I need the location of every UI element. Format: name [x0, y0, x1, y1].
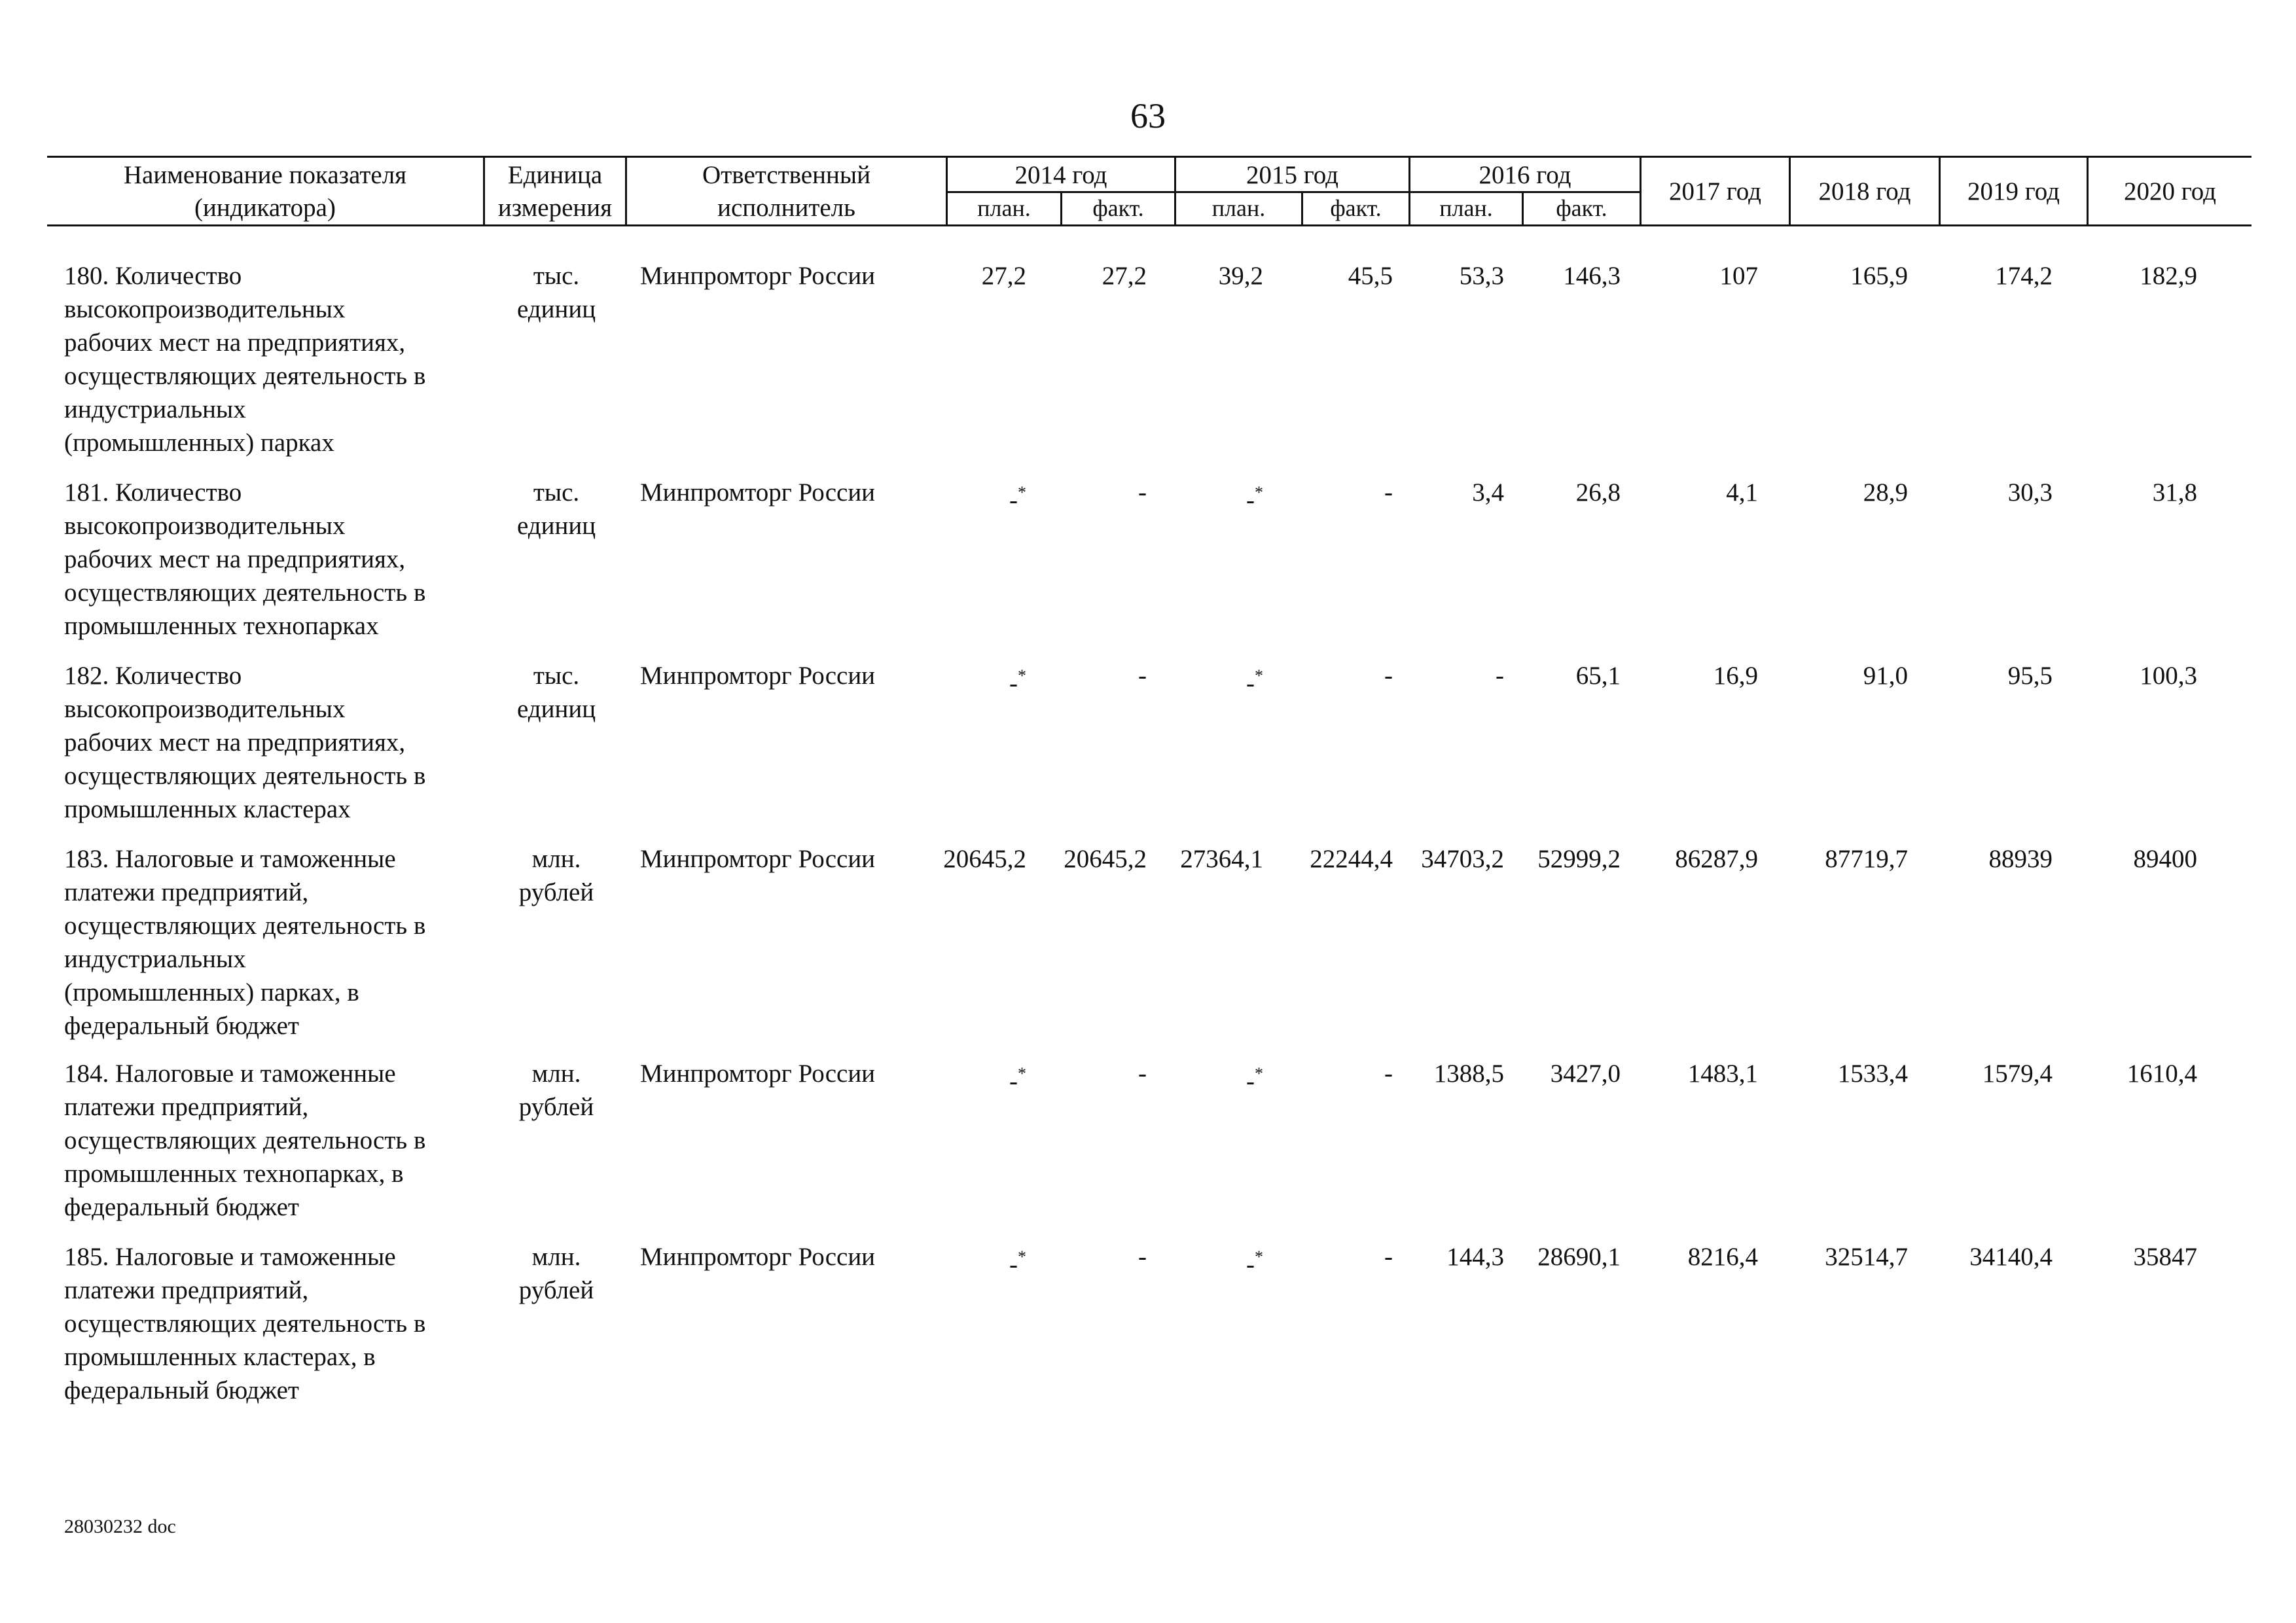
indicator-name-line: 181. Количество	[64, 478, 242, 507]
value-cell	[1688, 1240, 1758, 1274]
value-text: 45,5	[1348, 262, 1393, 290]
footnote-asterisk: *	[1018, 666, 1026, 685]
responsible-executor: Минпромторг России	[640, 845, 876, 873]
value-cell	[1688, 1057, 1758, 1090]
indicator-name-line: высокопроизводительных	[64, 295, 346, 323]
value-text: 28690,1	[1537, 1243, 1621, 1271]
value-cell	[1310, 842, 1393, 876]
value-text: 95,5	[2007, 662, 2053, 690]
value-text: 34703,2	[1421, 845, 1504, 873]
value-text: -	[1246, 1067, 1255, 1096]
value-text: -	[1138, 662, 1147, 690]
header-year-2017: 2017 год	[1669, 177, 1761, 205]
indicator-name-line: 185. Налоговые и таможенные	[64, 1243, 396, 1271]
value-text: 165,9	[1850, 262, 1908, 290]
header-top-rule	[47, 156, 2251, 158]
header-unit: Единица измерения	[497, 161, 613, 222]
indicator-name-line: федеральный бюджет	[64, 1193, 299, 1221]
header-2015-fact: факт.	[1330, 195, 1382, 221]
value-text: 89400	[2133, 845, 2197, 873]
indicator-name-line: осуществляющих деятельность в	[64, 912, 426, 940]
value-text: 34140,4	[1969, 1243, 2053, 1271]
header-2016-fact: факт.	[1556, 195, 1607, 221]
indicator-name-line: индустриальных	[64, 395, 246, 423]
value-text: 146,3	[1563, 262, 1621, 290]
value-cell	[1995, 259, 2053, 293]
indicator-name-line: высокопроизводительных	[64, 512, 346, 540]
value-cell	[2008, 659, 2053, 692]
value-cell	[2008, 476, 2053, 509]
responsible-executor: Минпромторг России	[640, 1243, 876, 1271]
value-text: 100,3	[2140, 662, 2197, 690]
header-indicator-name: Наименование показателя (индикатора)	[123, 161, 407, 222]
value-text: -	[1384, 1243, 1393, 1271]
value-cell	[1009, 659, 1026, 700]
value-cell	[1720, 259, 1759, 293]
value-cell	[1384, 659, 1393, 692]
document-footer-id: 28030232 doc	[64, 1516, 176, 1537]
value-cell	[1726, 476, 1758, 509]
indicator-name-line: осуществляющих деятельность в	[64, 1310, 426, 1338]
value-cell	[1537, 842, 1621, 876]
indicator-name-line: промышленных технопарках	[64, 612, 379, 640]
value-cell	[1009, 1240, 1026, 1281]
indicator-name-line: 184. Налоговые и таможенные	[64, 1060, 396, 1088]
header-2014-plan: план.	[977, 195, 1031, 221]
value-text: 174,2	[1995, 262, 2053, 290]
indicator-name	[64, 476, 496, 643]
value-text: 1579,4	[1982, 1060, 2053, 1088]
indicator-name-line: (промышленных) парках	[64, 429, 334, 457]
value-text: 27,2	[1102, 262, 1147, 290]
value-cell	[1180, 842, 1263, 876]
header-2016-plan: план.	[1439, 195, 1493, 221]
unit-line: тыс.	[533, 662, 580, 690]
page-number: 63	[1130, 96, 1166, 135]
unit-line: рублей	[518, 878, 594, 906]
value-cell	[2127, 1057, 2197, 1090]
value-cell	[2140, 659, 2197, 692]
value-text: 39,2	[1218, 262, 1263, 290]
value-text: 1533,4	[1837, 1060, 1908, 1088]
value-text: -	[1246, 486, 1255, 514]
value-cell	[1496, 659, 1504, 692]
indicator-name	[64, 259, 496, 459]
footnote-asterisk: *	[1255, 483, 1263, 502]
value-cell	[1434, 1057, 1504, 1090]
value-cell	[1825, 1240, 1908, 1274]
unit-line: единиц	[516, 295, 596, 323]
value-text: 107	[1719, 262, 1758, 290]
indicator-name-line: высокопроизводительных	[64, 695, 346, 723]
value-cell	[1219, 259, 1263, 293]
value-cell	[2153, 476, 2197, 509]
indicator-name-line: платежи предприятий,	[64, 1093, 309, 1121]
indicator-name-line: платежи предприятий,	[64, 1276, 309, 1304]
value-text: 22244,4	[1310, 845, 1393, 873]
value-cell	[1246, 1057, 1263, 1098]
value-cell	[1446, 1240, 1504, 1274]
value-cell	[1064, 842, 1147, 876]
value-text: 87719,7	[1825, 845, 1908, 873]
value-text: -	[1009, 486, 1018, 514]
value-text: 8216,4	[1687, 1243, 1758, 1271]
unit-line: единиц	[516, 695, 596, 723]
indicator-name	[64, 1057, 496, 1224]
responsible-executor: Минпромторг России	[640, 662, 876, 690]
value-text: 20645,2	[943, 845, 1026, 873]
header-year-2014: 2014 год	[1014, 161, 1107, 189]
indicator-name-line: 180. Количество	[64, 262, 242, 290]
value-text: 27364,1	[1180, 845, 1263, 873]
value-cell	[943, 842, 1026, 876]
unit-of-measure	[497, 259, 615, 326]
indicator-name-line: рабочих мест на предприятиях,	[64, 329, 406, 357]
value-text: 1610,4	[2126, 1060, 2197, 1088]
indicator-name-line: промышленных кластерах, в	[64, 1343, 376, 1371]
value-text: 182,9	[2140, 262, 2197, 290]
value-text: 1483,1	[1687, 1060, 1758, 1088]
indicator-name-line: рабочих мест на предприятиях,	[64, 545, 406, 573]
value-text: 1388,5	[1433, 1060, 1504, 1088]
unit-line: млн.	[531, 1060, 581, 1088]
indicator-name-line: 182. Количество	[64, 662, 242, 690]
footnote-asterisk: *	[1018, 483, 1026, 502]
value-text: 53,3	[1459, 262, 1504, 290]
value-cell	[1863, 476, 1908, 509]
value-cell	[1138, 1240, 1147, 1274]
value-cell	[1850, 259, 1908, 293]
indicator-name-line: 183. Налоговые и таможенные	[64, 845, 396, 873]
value-cell	[1246, 476, 1263, 517]
value-cell	[1472, 476, 1504, 509]
indicator-name-line: осуществляющих деятельность в	[64, 579, 426, 607]
value-cell	[2134, 1240, 2198, 1274]
header-year-2015: 2015 год	[1246, 161, 1338, 189]
value-text: 32514,7	[1825, 1243, 1908, 1271]
unit-of-measure	[497, 1057, 615, 1124]
value-text: -	[1246, 669, 1255, 698]
value-cell	[1138, 476, 1147, 509]
indicator-name-line: индустриальных	[64, 945, 246, 973]
indicator-name-line: осуществляющих деятельность в	[64, 762, 426, 790]
indicator-name-line: федеральный бюджет	[64, 1376, 299, 1404]
indicator-name-line: платежи предприятий,	[64, 878, 309, 906]
value-text: 65,1	[1575, 662, 1621, 690]
value-cell	[1138, 1057, 1147, 1090]
value-text: -	[1138, 478, 1147, 507]
indicator-name-line: (промышленных) парках, в	[64, 978, 359, 1007]
value-text: -	[1384, 478, 1393, 507]
value-text: -	[1384, 1060, 1393, 1088]
footnote-asterisk: *	[1018, 1064, 1026, 1083]
value-text: 3427,0	[1550, 1060, 1621, 1088]
value-cell	[1713, 659, 1758, 692]
value-text: -	[1009, 1067, 1018, 1096]
indicator-name-line: осуществляющих деятельность в	[64, 362, 426, 390]
value-text: -	[1384, 662, 1393, 690]
unit-of-measure	[497, 1240, 615, 1307]
value-text: 86287,9	[1675, 845, 1758, 873]
value-cell	[1138, 659, 1147, 692]
indicator-name-line: федеральный бюджет	[64, 1012, 299, 1040]
value-text: 4,1	[1726, 478, 1758, 507]
value-cell	[1576, 476, 1621, 509]
value-text: -	[1246, 1251, 1255, 1279]
unit-line: единиц	[516, 512, 596, 540]
value-text: 16,9	[1713, 662, 1758, 690]
unit-line: тыс.	[533, 478, 580, 507]
indicator-name	[64, 842, 496, 1043]
value-cell	[1460, 259, 1504, 293]
footnote-asterisk: *	[1255, 666, 1263, 685]
unit-of-measure	[497, 659, 615, 726]
value-text: 88939	[1988, 845, 2053, 873]
responsible-executor: Минпромторг России	[640, 262, 876, 290]
value-text: -	[1009, 669, 1018, 698]
header-2014-fact: факт.	[1092, 195, 1144, 221]
value-text: 144,3	[1446, 1243, 1504, 1271]
header-executor: Ответственный исполнитель	[702, 161, 870, 222]
value-cell	[1348, 259, 1393, 293]
value-cell	[2134, 842, 2198, 876]
value-cell	[1102, 259, 1147, 293]
value-cell	[1384, 476, 1393, 509]
value-cell	[1675, 842, 1758, 876]
value-cell	[1384, 1057, 1393, 1090]
value-text: 52999,2	[1537, 845, 1621, 873]
value-cell	[1384, 1240, 1393, 1274]
value-cell	[1982, 1057, 2053, 1090]
value-cell	[1421, 842, 1504, 876]
header-year-2016: 2016 год	[1479, 161, 1571, 189]
header-year-2020: 2020 год	[2124, 177, 2216, 205]
indicator-name-line: рабочих мест на предприятиях,	[64, 728, 406, 757]
value-text: 3,4	[1472, 478, 1504, 507]
value-text: 35847	[2133, 1243, 2197, 1271]
unit-of-measure	[497, 476, 615, 543]
value-text: 91,0	[1863, 662, 1908, 690]
value-cell	[1563, 259, 1621, 293]
indicator-name	[64, 659, 496, 826]
value-cell	[1009, 1057, 1026, 1098]
indicator-name-line: промышленных кластерах	[64, 795, 351, 823]
value-text: 27,2	[981, 262, 1026, 290]
value-cell	[1009, 476, 1026, 517]
value-text: 28,9	[1863, 478, 1908, 507]
header-bottom-rule	[47, 224, 2251, 226]
value-text: -	[1009, 1251, 1018, 1279]
unit-line: рублей	[518, 1276, 594, 1304]
value-text: 20645,2	[1064, 845, 1147, 873]
value-cell	[1246, 659, 1263, 700]
value-cell	[1537, 1240, 1621, 1274]
value-cell	[1576, 659, 1621, 692]
footnote-asterisk: *	[1255, 1064, 1263, 1083]
value-cell	[1246, 1240, 1263, 1281]
value-text: -	[1138, 1243, 1147, 1271]
value-text: 31,8	[2152, 478, 2197, 507]
header-2015-plan: план.	[1211, 195, 1266, 221]
indicator-name-line: промышленных технопарках, в	[64, 1160, 404, 1188]
value-text: 30,3	[2007, 478, 2053, 507]
footnote-asterisk: *	[1255, 1247, 1263, 1266]
unit-line: рублей	[518, 1093, 594, 1121]
unit-line: тыс.	[533, 262, 580, 290]
value-cell	[1989, 842, 2053, 876]
value-text: -	[1496, 662, 1504, 690]
header-year-2018: 2018 год	[1818, 177, 1911, 205]
value-cell	[2140, 259, 2197, 293]
unit-of-measure	[497, 842, 615, 909]
value-text: -	[1138, 1060, 1147, 1088]
unit-line: млн.	[531, 1243, 581, 1271]
responsible-executor: Минпромторг России	[640, 1060, 876, 1088]
value-cell	[982, 259, 1026, 293]
unit-line: млн.	[531, 845, 581, 873]
value-cell	[1969, 1240, 2053, 1274]
value-cell	[1551, 1057, 1621, 1090]
value-cell	[1863, 659, 1908, 692]
indicator-name-line: осуществляющих деятельность в	[64, 1126, 426, 1154]
value-cell	[1838, 1057, 1908, 1090]
indicator-name	[64, 1240, 496, 1407]
value-text: 26,8	[1575, 478, 1621, 507]
footnote-asterisk: *	[1018, 1247, 1026, 1266]
header-year-2019: 2019 год	[1967, 177, 2060, 205]
value-cell	[1825, 842, 1908, 876]
responsible-executor: Минпромторг России	[640, 478, 876, 507]
